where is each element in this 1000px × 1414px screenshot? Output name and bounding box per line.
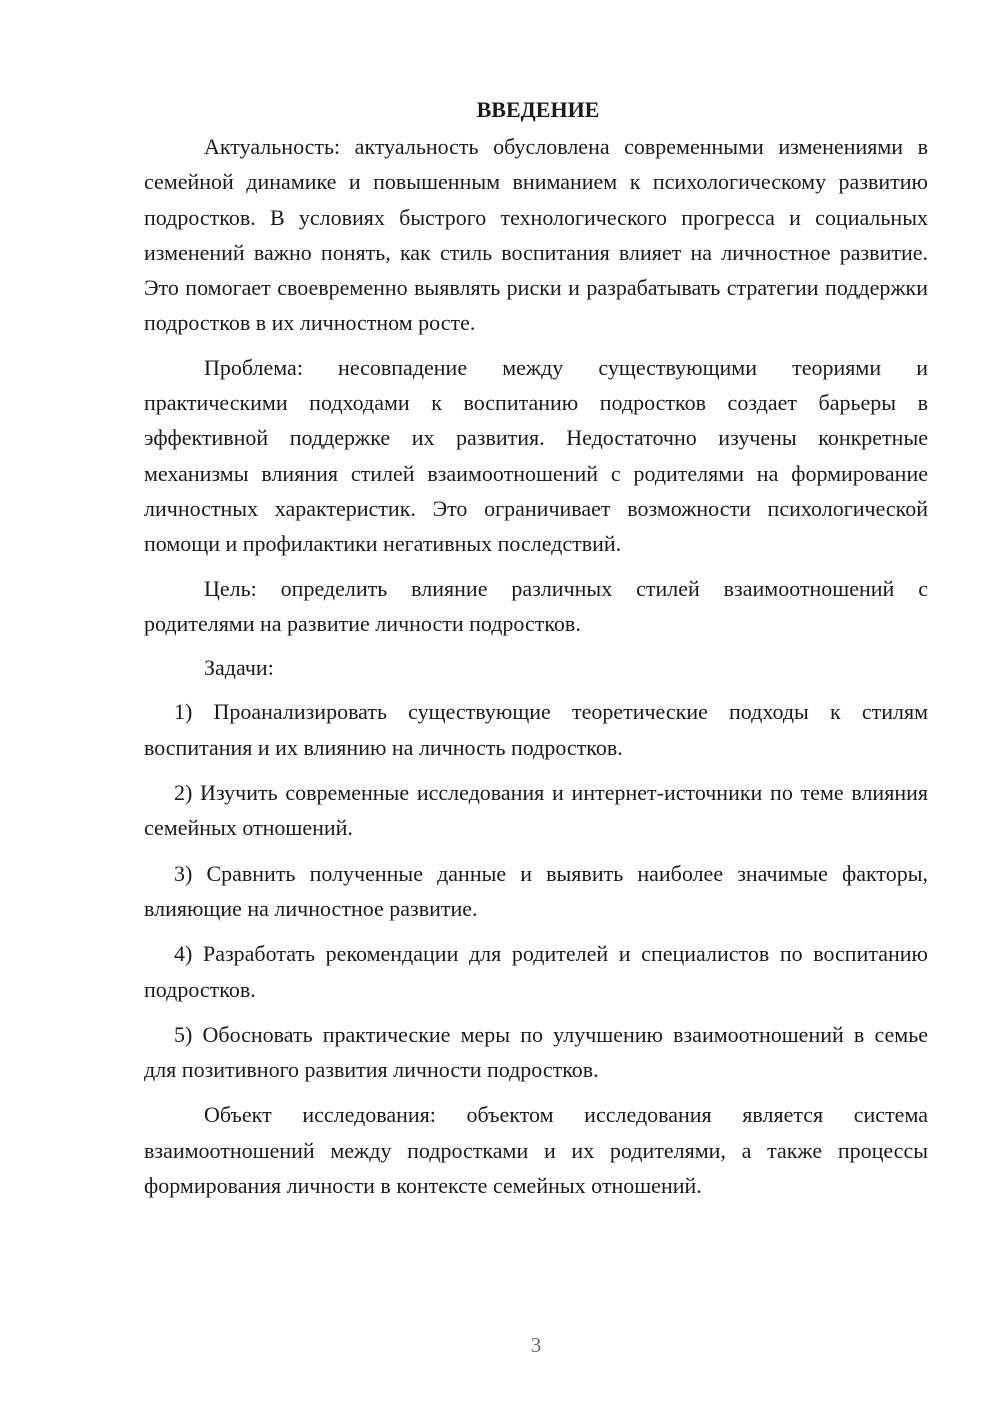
- document-page: [144, 92, 928, 1212]
- object-paragraph: Объект исследования: объектом исследования является система взаимоотношений между подростками и их родителями, а также процессы формирования личности в контексте семейных отношений.: [144, 1102, 928, 1199]
- tasks-heading: Задачи:: [204, 655, 274, 681]
- task-item-4: 4) Разработать рекомендации для родителей и специалистов по воспитанию подростков.: [144, 941, 928, 1002]
- task-item-5: 5) Обосновать практические меры по улучшению взаимоотношений в семье для позитивного развития личности подростков.: [144, 1021, 928, 1083]
- relevance-paragraph: Актуальность: актуальность обусловлена современными изменениями в семейной динамике и повышенным вниманием к психологическому развитию подростков. В условиях быстрого технологического прогресса и социальных изменений важно понять, как стиль воспитания влияет на личностное развитие. Это помогает своевременно выявлять риски и разрабатывать стратегии поддержки подростков в их личностном росте.: [144, 134, 928, 336]
- goal-paragraph: Цель: определить влияние различных стилей взаимоотношений с родителями на развитие личности подростков.: [144, 575, 928, 636]
- section-title: ВВЕДЕНИЕ: [476, 97, 600, 122]
- task-item-3: 3) Сравнить полученные данные и выявить наиболее значимые факторы, влияющие на личностное развитие.: [144, 860, 928, 921]
- problem-paragraph: Проблема: несовпадение между существующими теориями и практическими подходами к воспитанию подростков создает барьеры в эффективной поддержке их развития. Недостаточно изучены конкретные механизмы влияния стилей взаимоотношений с родителями на формирование личностных характеристик. Это ограничивает возможности психологической помощи и профилактики негативных последствий.: [144, 354, 928, 557]
- task-item-1: 1) Проанализировать существующие теоретические подходы к стилям воспитания и их влиянию на личность подростков.: [144, 699, 928, 760]
- task-item-2: 2) Изучить современные исследования и интернет-источники по теме влияния семейных отношений.: [144, 780, 928, 841]
- page-number: 3: [530, 1333, 542, 1357]
